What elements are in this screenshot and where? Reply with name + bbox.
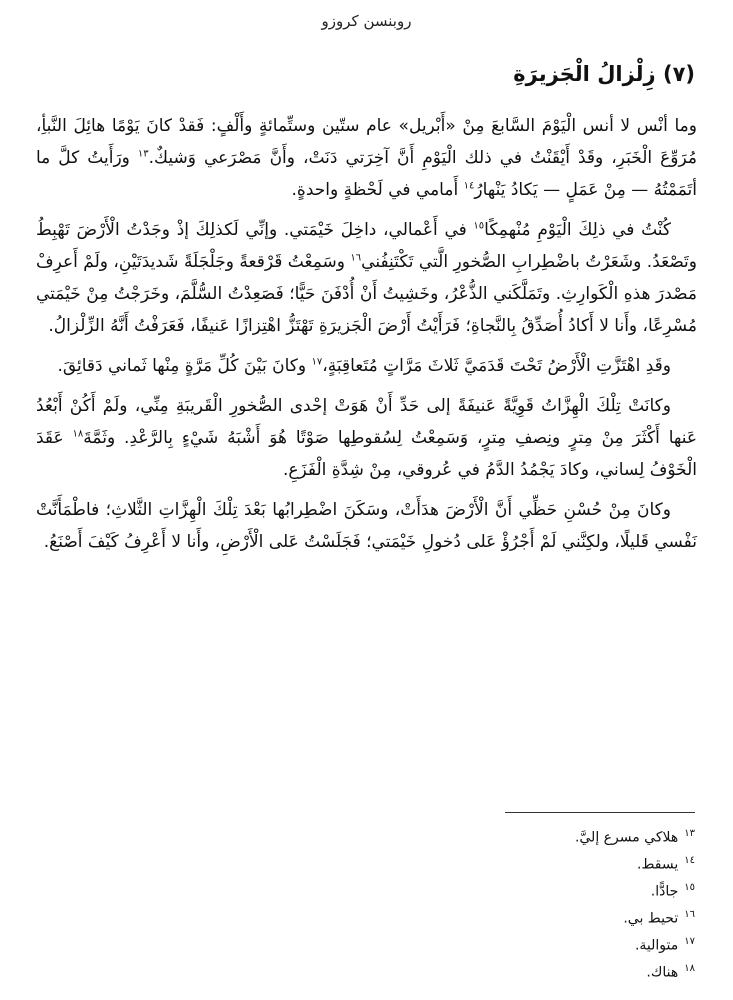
footnote-ref: ١٨ — [72, 428, 84, 440]
paragraph-text: كُنْتُ في ذلِكَ الْيَوْمِ مُنْهمِكًا — [484, 220, 671, 240]
paragraph-text: وقَدِ اهْتَزَّتِ الْأَرْضُ تَحْتَ قَدَمَيَّ ثَلاثَ مَرَّاتٍ مُتَعاقِبَةٍ، — [322, 356, 671, 376]
footnotes-list — [38, 820, 695, 982]
paragraph-text: وما أنْس لا أنس الْيَوْمَ السَّابعَ مِنْ «أَبْريل» عام ستّين وستِّمائةٍ وأَلْفٍ: فَقدْ كانَ يَوْمًا هائِلَ النَّبأِ، مُرَوِّعَ الْخَبَرِ، وقَدْ أَيْقَنْتُ في ذلك الْيَوْمِ أَنَّ آخِرَتي دَنَتْ، وأَنَّ مَصْرَعي وَشيكٌ. — [36, 116, 698, 168]
footnote-number: ١٥ — [684, 882, 695, 893]
paragraph-text: وكانَ بَيْنَ كُلِّ مَرَّةٍ مِنْها ثَماني دَقائِقَ. — [57, 356, 312, 376]
footnote-number: ١٤ — [684, 855, 695, 866]
footnote — [38, 928, 695, 955]
footnote-ref: ١٣ — [137, 148, 149, 160]
footnote — [38, 955, 695, 982]
footnote — [38, 901, 695, 928]
footnote-ref: ١٦ — [350, 252, 362, 264]
paragraph-text: أَمامي في لَحْظةٍ واحدةٍ. — [291, 180, 464, 200]
chapter-title: (٧) زِلْزالُ الْجَزيرَةِ — [513, 62, 695, 86]
paragraph — [36, 494, 697, 558]
footnote-number: ١٨ — [684, 963, 695, 974]
paragraph-text: عَقَدَ الْخَوْفُ لِساني، وكادَ يَجْمُدُ الدَّمُ في عُروقي، مِنْ شِدَّةِ الْفَزَعِ. — [36, 428, 697, 480]
paragraph-text: ورَأَيتُ كلَّ ما أتَمَمْتُهُ — مِنْ عَمَلٍ — يَكادُ يَنْهارُ — [36, 148, 697, 200]
paragraph — [36, 390, 697, 486]
footnote-ref: ١٥ — [473, 220, 485, 232]
footnote-text: متوالية. — [634, 937, 679, 954]
footnote-separator — [505, 812, 695, 813]
footnote-number: ١٦ — [684, 909, 695, 920]
paragraph-text: وسَمِعْتُ قَرْقعةً وجَلْجَلَةً شَديدَتَيْنِ، ولَمْ أَعرِفْ مَصْدرَ هذهِ الْكَوارِثِ. وتَمَلَّكَني الذُّعْرُ، وخَشِيتُ أَنْ أُدْفَنَ حَيًّا؛ فَصَعِدْتُ السُّلَّمَ، وخَرَجْتُ مِنْ خَيْمَتي مُسْرِعًا، وأَنا لا أَكادُ أُصَدِّقُ بِالنَّجاةِ؛ فَرَأَيْتُ أَرْضَ الْجَزيرَةِ تَهْتَزُّ اهْتِزازًا عَنيفًا، فَعَرَفْتُ أَنَّهُ الزِّلْزالُ. — [36, 252, 697, 336]
paragraph — [36, 214, 697, 342]
paragraph-text: وكانَ مِنْ حُسْنِ حَظِّي أَنَّ الْأَرْضَ هدَأَتْ، وسَكَنَ اضْطِرابُها بَعْدَ تِلْكَ الْهِزَّاتِ الثَّلاثِ؛ فاطْمَأَنَّتْ نَفْسي قَليلًا، ولكِنَّني لَمْ أَجْرُؤْ عَلى دُخولِ خَيْمَتي؛ فَجَلَسْتُ عَلى الْأَرْضِ، وأَنا لا أَعْرِفُ كَيْفَ أَصْنَعُ. — [36, 500, 697, 552]
footnote — [38, 847, 695, 874]
paragraph-text: وكانَتْ تِلْكَ الْهِزَّاتُ قَوِيَّةً عَنيفَةً إلى حَدِّ أَنْ هَوَتْ إحْدى الصُّخورِ الْقَريبَةِ مِنِّي، ولَمْ أَكُنْ أَبْعُدُ عَنها أَكْثَرَ مِنْ مِترٍ ونِصفِ مِترٍ، وَسَمِعْتُ لِسُقوطِها صَوْتًا هُوَ أَشْبَهُ شَيْءٍ بِالرَّعْدِ. وثَمَّةَ — [36, 396, 697, 448]
paragraph-text: في أَعْمالي، داخِلَ خَيْمَتي. وإنِّي لَكذلِكَ إذْ وجَدْتُ الْأَرْضَ تَهْبِطُ وتَصْعَدُ. وشَعَرْتُ باضْطِرابِ الصُّخورِ الَّتي تَكْتَنِفُني — [36, 220, 697, 272]
body-text — [36, 110, 697, 566]
footnote-text: جادًّا. — [650, 883, 679, 900]
footnote — [38, 874, 695, 901]
footnote-number: ١٣ — [684, 828, 695, 839]
footnote-text: هلاكي مسرع إليَّ. — [574, 829, 679, 846]
footnote-number: ١٧ — [684, 936, 695, 947]
footnote-ref: ١٧ — [311, 356, 323, 368]
paragraph — [36, 350, 697, 382]
footnote-text: تحيط بي. — [623, 910, 679, 927]
footnote-ref: ١٤ — [463, 180, 475, 192]
running-head: روبنسن كروزو — [321, 12, 412, 30]
paragraph — [36, 110, 697, 206]
footnote-text: هناك. — [646, 964, 679, 981]
footnote — [38, 820, 695, 847]
footnote-text: يسقط. — [637, 856, 679, 873]
